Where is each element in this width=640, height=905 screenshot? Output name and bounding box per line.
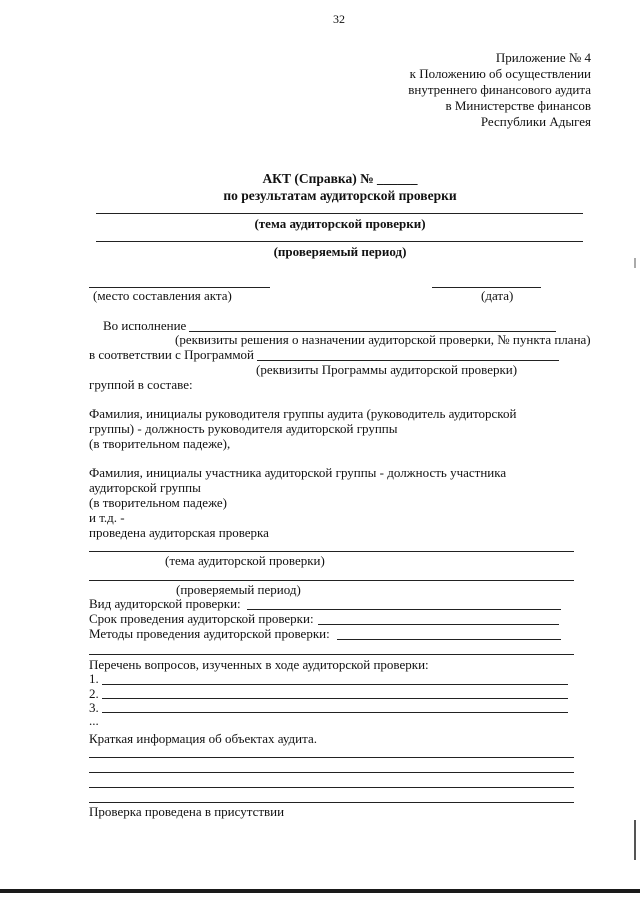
member-line-5: проведена аудиторская проверка xyxy=(89,525,269,540)
program-label: в соответствии с Программой xyxy=(89,347,255,362)
field-term-label: Срок проведения аудиторской проверки: xyxy=(89,611,314,626)
place-caption: (место составления акта) xyxy=(93,288,232,303)
question-item-3: 3. xyxy=(89,700,99,715)
program-line xyxy=(257,360,559,361)
doc-subtitle: по результатам аудиторской проверки xyxy=(223,188,457,203)
execution-hint: (реквизиты решения о назначении аудиторской проверки, № пункта плана) xyxy=(175,332,591,347)
doc-title: АКТ (Справка) № ______ xyxy=(262,171,418,186)
field-methods-line xyxy=(337,639,561,640)
period-line xyxy=(96,241,583,242)
appendix-line-3: внутреннего финансового аудита xyxy=(408,82,591,97)
member-line-1: Фамилия, инициалы участника аудиторской группы - должность участника xyxy=(89,465,507,480)
scan-edge-mark-top xyxy=(634,258,636,268)
question-line-2 xyxy=(102,698,568,699)
body-topic-line xyxy=(89,551,574,552)
appendix-line-1: Приложение № 4 xyxy=(495,50,591,65)
period-caption: (проверяемый период) xyxy=(273,244,407,259)
execution-label: Во исполнение xyxy=(103,318,187,333)
appendix-line-5: Республики Адыгея xyxy=(480,114,591,129)
appendix-line-2: к Положению об осуществлении xyxy=(409,66,591,81)
objects-line-1 xyxy=(89,757,574,758)
field-term-line xyxy=(318,624,559,625)
objects-line-2 xyxy=(89,772,574,773)
body-period-caption: (проверяемый период) xyxy=(176,582,301,597)
member-line-4: и т.д. - xyxy=(89,510,125,525)
member-line-2: аудиторской группы xyxy=(89,480,201,495)
question-line-1 xyxy=(102,684,568,685)
appendix-line-4: в Министерстве финансов xyxy=(445,98,591,113)
body-period-line xyxy=(89,580,574,581)
field-type-line xyxy=(247,609,561,610)
field-type-label: Вид аудиторской проверки: xyxy=(89,596,241,611)
program-hint: (реквизиты Программы аудиторской проверки) xyxy=(256,362,518,377)
scan-edge-bar xyxy=(0,889,640,893)
leader-line-1: Фамилия, инициалы руководителя группы аудита (руководитель аудиторской xyxy=(89,406,517,421)
body-topic-caption: (тема аудиторской проверки) xyxy=(165,553,325,568)
question-line-3 xyxy=(102,712,568,713)
field-methods-label: Методы проведения аудиторской проверки: xyxy=(89,626,330,641)
question-item-1: 1. xyxy=(89,671,99,686)
question-item-2: 2. xyxy=(89,686,99,701)
topic-line xyxy=(96,213,583,214)
presence-text: Проверка проведена в присутствии xyxy=(89,804,285,819)
appendix-block xyxy=(408,50,591,130)
member-line-3: (в творительном падеже) xyxy=(89,495,227,510)
questions-heading: Перечень вопросов, изученных в ходе аудиторской проверки: xyxy=(89,657,429,672)
leader-line-3: (в творительном падеже), xyxy=(89,436,231,451)
objects-line-3 xyxy=(89,787,574,788)
date-caption: (дата) xyxy=(481,288,514,303)
questions-ellipsis: ... xyxy=(89,713,99,728)
extra-line xyxy=(89,654,574,655)
group-label: группой в составе: xyxy=(89,377,193,392)
page-number: 32 xyxy=(333,12,345,26)
scan-edge-mark xyxy=(634,820,636,860)
objects-heading: Краткая информация об объектах аудита. xyxy=(89,731,317,746)
leader-line-2: группы) - должность руководителя аудиторской группы xyxy=(89,421,398,436)
topic-caption: (тема аудиторской проверки) xyxy=(254,216,426,231)
objects-line-4 xyxy=(89,802,574,803)
